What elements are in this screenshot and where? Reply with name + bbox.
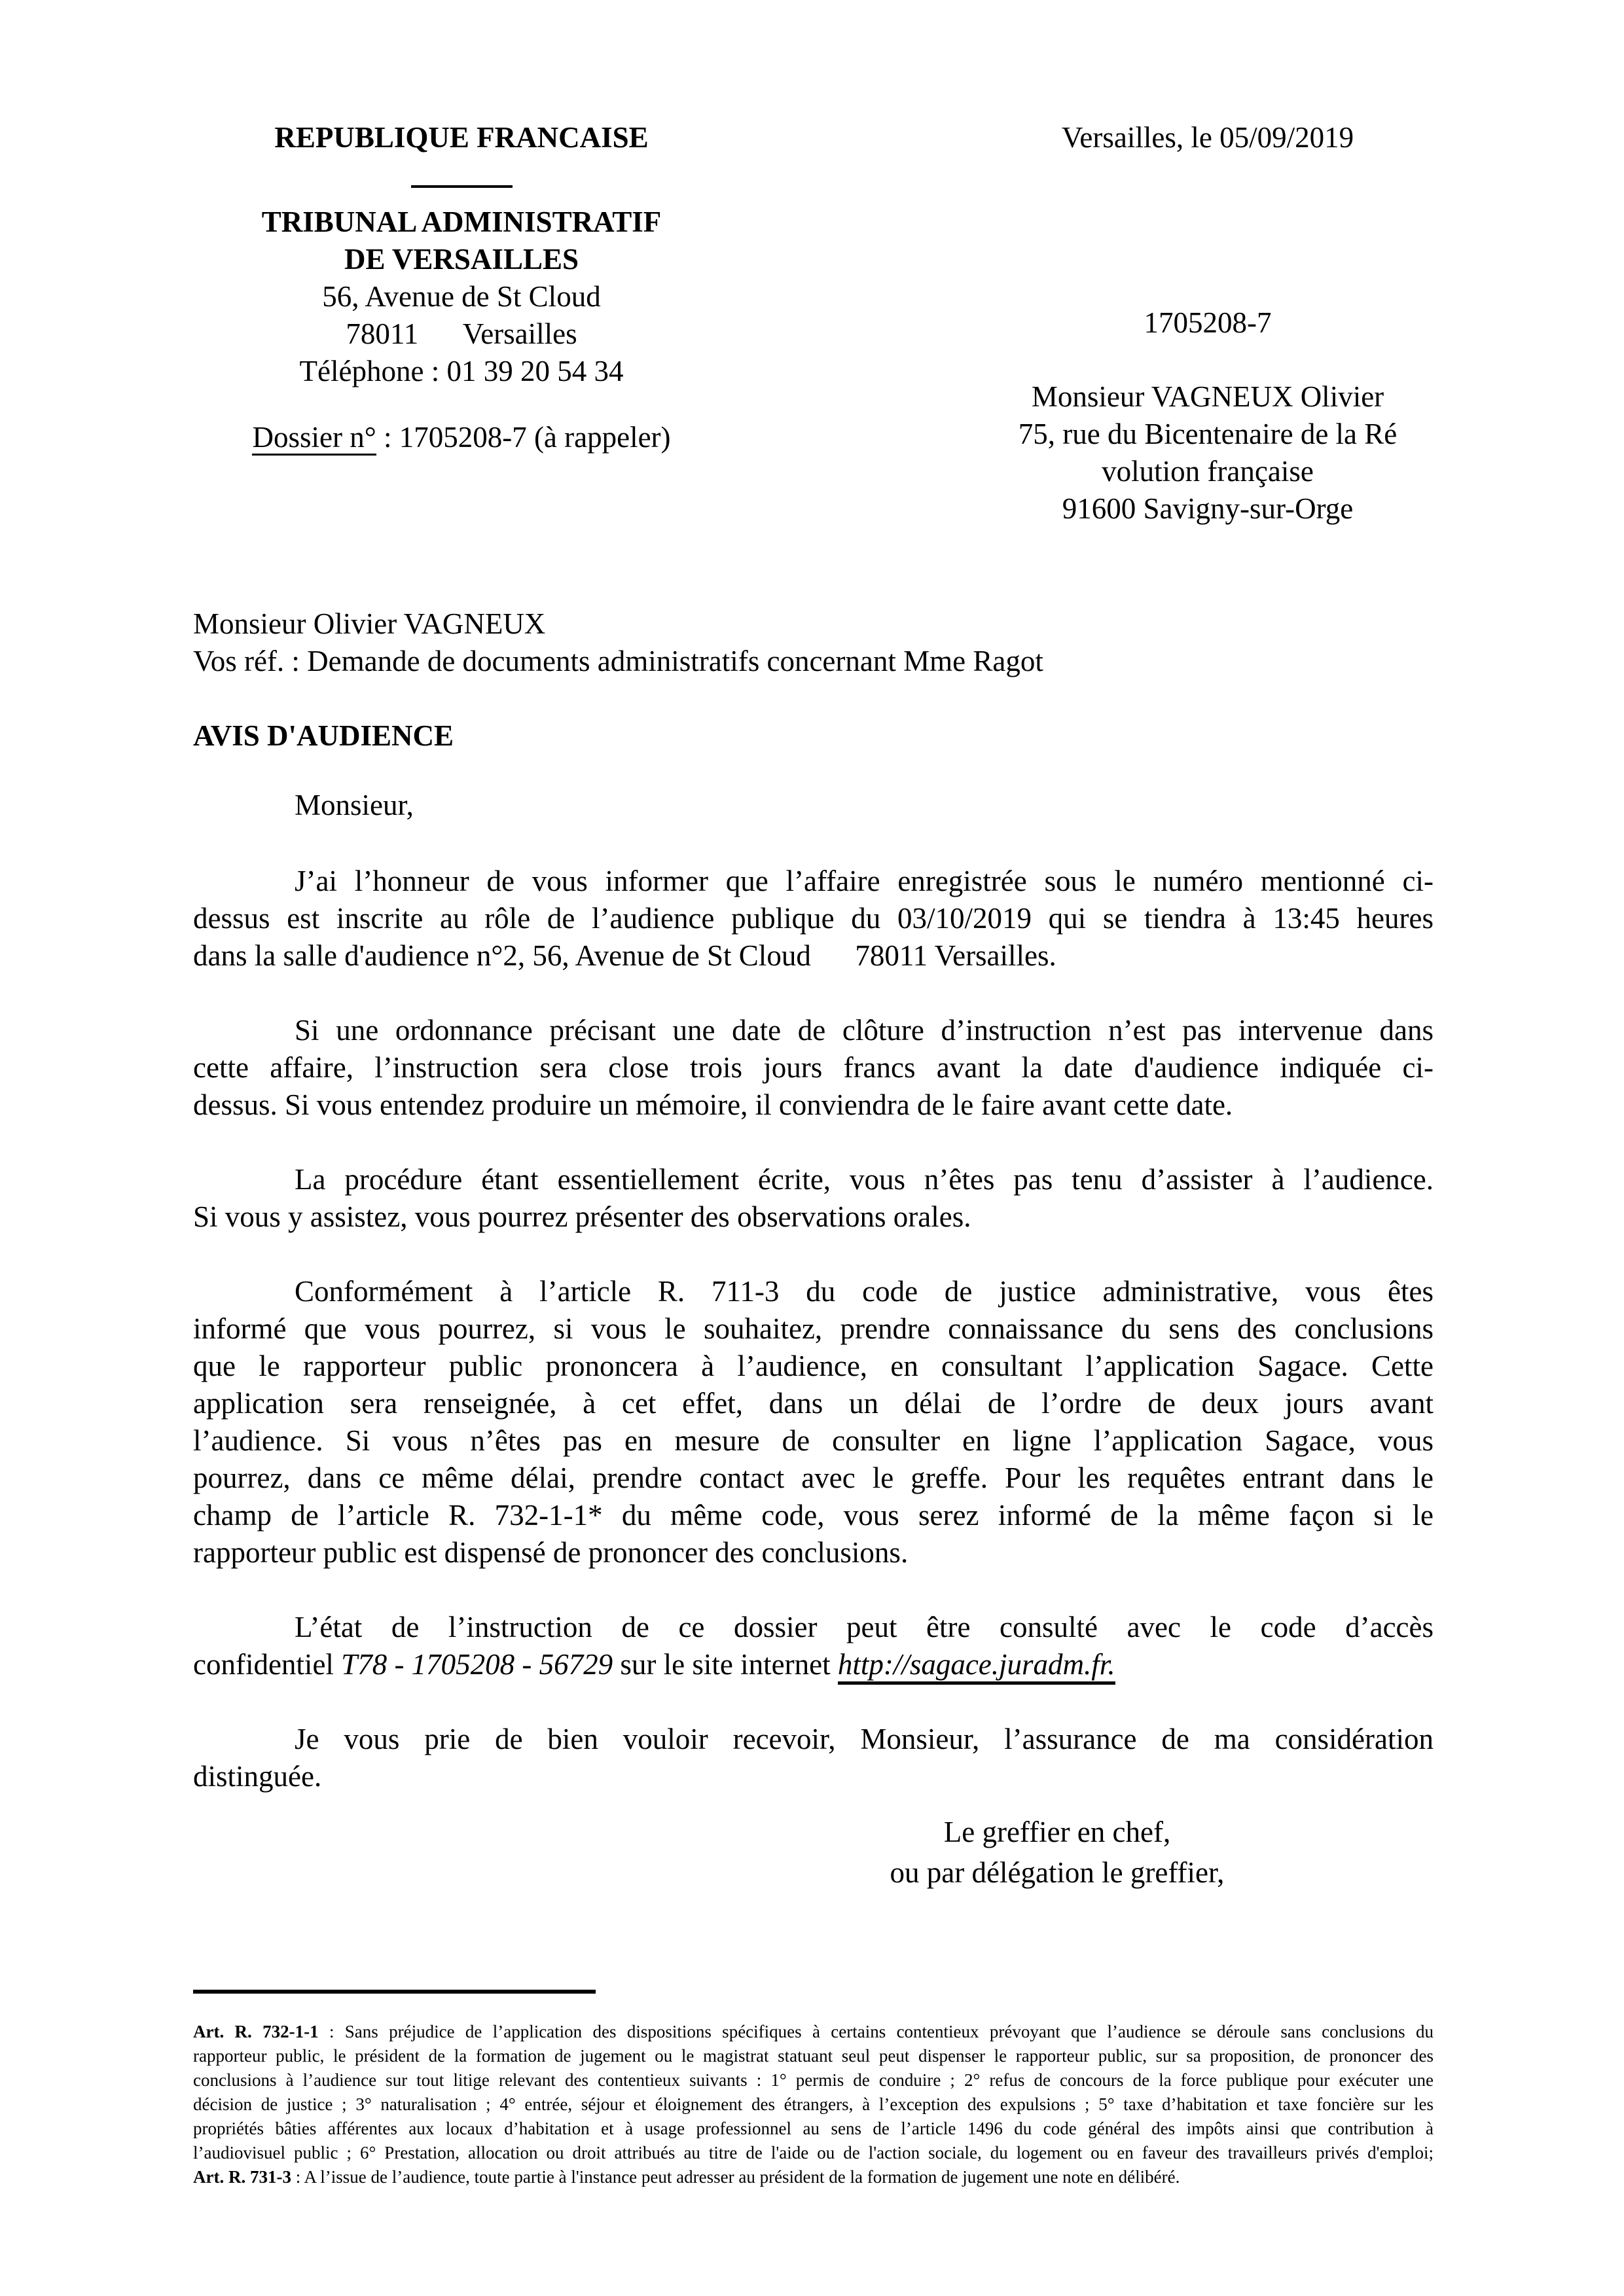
recipient-header bbox=[969, 119, 1447, 528]
text-line: rapporteur public, le président de la formation de jugement ou le magistrat statuant seul peut dispenser le rapporteur public, sur sa proposition, de prononcer des bbox=[193, 2046, 1434, 2066]
paragraph-closing-formula bbox=[193, 1721, 1434, 1795]
paragraph-access-code bbox=[193, 1609, 1434, 1683]
letterhead-divider bbox=[411, 185, 513, 188]
text-line: Si une ordonnance précisant une date de clôture d’instruction n’est pas intervenue dans bbox=[295, 1014, 1434, 1047]
text-line: dessus est inscrite au rôle de l’audience publique du 03/10/2019 qui se tiendra à 13:45 heures bbox=[193, 902, 1434, 935]
paragraph-audience-date bbox=[193, 863, 1434, 975]
text-line: Monsieur Olivier VAGNEUX bbox=[193, 607, 546, 640]
text-line: propriétés bâties afférentes aux locaux d’habitation et à usage professionnel au sens de l’article 1496 du code général des impôts ainsi que contribution à bbox=[193, 2119, 1434, 2138]
text-line: Conformément à l’article R. 711-3 du code de justice administrative, vous êtes bbox=[295, 1275, 1434, 1308]
court-phone: Téléphone : 01 39 20 54 34 bbox=[299, 355, 624, 387]
text-line: Vos réf. : Demande de documents administratifs concernant Mme Ragot bbox=[193, 645, 1043, 677]
reference-block bbox=[193, 605, 1437, 680]
text-line: que le rapporteur public prononcera à l’audience, en consultant l’application Sagace. Cette bbox=[193, 1350, 1434, 1382]
paragraph-written-procedure bbox=[193, 1161, 1434, 1236]
document-title: AVIS D'AUDIENCE bbox=[193, 719, 454, 752]
text-line: décision de justice ; 3° naturalisation ; 4° entrée, séjour et éloignement des étrangers, à l’exception des expulsions ; 5° taxe d’habitation et taxe foncière sur les bbox=[193, 2094, 1434, 2114]
sender-letterhead bbox=[196, 119, 727, 456]
court-city: 78011 Versailles bbox=[346, 317, 577, 350]
paragraph-sagace-conclusions bbox=[193, 1273, 1434, 1571]
court-name-line1: TRIBUNAL ADMINISTRATIF bbox=[261, 206, 662, 238]
republic-title: REPUBLIQUE FRANCAISE bbox=[274, 121, 649, 154]
text-line: dans la salle d'audience n°2, 56, Avenue de St Cloud 78011 Versailles. bbox=[193, 939, 1056, 972]
court-name-line2: DE VERSAILLES bbox=[344, 243, 579, 276]
text-line: volution française bbox=[1102, 455, 1314, 488]
recipient-address bbox=[969, 378, 1447, 528]
text-line: distinguée. bbox=[193, 1760, 322, 1793]
case-number: 1705208-7 bbox=[1144, 306, 1272, 339]
salutation: Monsieur, bbox=[295, 789, 414, 821]
text-line: La procédure étant essentiellement écrite, vous n’êtes pas tenu d’assister à l’audience. bbox=[295, 1163, 1434, 1196]
footnote-separator bbox=[193, 1990, 596, 1994]
text-line: informé que vous pourrez, si vous le souhaitez, prendre connaissance du sens des conclusions bbox=[193, 1312, 1434, 1345]
text-line: application sera renseignée, à cet effet, dans un délai de l’ordre de deux jours avant bbox=[193, 1387, 1434, 1420]
text-line: Le greffier en chef, bbox=[943, 1816, 1171, 1848]
text-line: confidentiel T78 - 1705208 - 56729 sur le site internet http://sagace.juradm.fr. bbox=[193, 1646, 1434, 1683]
text-line: rapporteur public est dispensé de prononcer des conclusions. bbox=[193, 1536, 909, 1569]
signature-block bbox=[772, 1812, 1342, 1893]
text-line: pourrez, dans ce même délai, prendre contact avec le greffe. Pour les requêtes entrant dans le bbox=[193, 1462, 1434, 1494]
text-line: Dossier n° : 1705208-7 (à rappeler) bbox=[196, 419, 727, 456]
dossier-number-line bbox=[196, 419, 727, 456]
letter-body bbox=[193, 863, 1434, 1833]
text-line: l’audiovisuel public ; 6° Prestation, allocation ou droit attribués au titre de l'aide ou de l'action sociale, du logement ou en faveur des travailleurs privés d'emploi; bbox=[193, 2143, 1434, 2162]
text-line: ou par délégation le greffier, bbox=[890, 1856, 1225, 1889]
text-line: Je vous prie de bien vouloir recevoir, Monsieur, l’assurance de ma considération bbox=[295, 1723, 1434, 1755]
paragraph-instruction-closure bbox=[193, 1012, 1434, 1124]
text-line: Monsieur VAGNEUX Olivier bbox=[1031, 380, 1384, 413]
text-line: 91600 Savigny-sur-Orge bbox=[1062, 492, 1354, 525]
text-line: conclusions à l’audience sur tout litige relevant des contentieux suivants : 1° permis de conduire ; 2° refus de concours de la force publique pour exécuter une bbox=[193, 2070, 1434, 2090]
text-line: L’état de l’instruction de ce dossier peut être consulté avec le code d’accès bbox=[295, 1611, 1434, 1643]
text-line: J’ai l’honneur de vous informer que l’affaire enregistrée sous le numéro mentionné ci- bbox=[295, 865, 1434, 897]
text-line: l’audience. Si vous n’êtes pas en mesure de consulter en ligne l’application Sagace, vous bbox=[193, 1424, 1434, 1457]
date-line: Versailles, le 05/09/2019 bbox=[1061, 121, 1354, 154]
text-line: Art. R. 731-3 : A l’issue de l’audience, toute partie à l'instance peut adresser au président de la formation de jugement une note en délibéré. bbox=[193, 2167, 1180, 2187]
text-line: champ de l’article R. 732-1-1* du même code, vous serez informé de la même façon si le bbox=[193, 1499, 1434, 1532]
text-line: 75, rue du Bicentenaire de la Ré bbox=[1018, 418, 1398, 450]
text-line: Art. R. 732-1-1 : Sans préjudice de l’application des dispositions spécifiques à certains contentieux prévoyant que l’audience se déroule sans conclusions du bbox=[193, 2022, 1434, 2041]
text-line: cette affaire, l’instruction sera close trois jours francs avant la date d'audience indiquée ci- bbox=[193, 1051, 1434, 1084]
court-street: 56, Avenue de St Cloud bbox=[322, 280, 601, 313]
footnote-block bbox=[193, 2020, 1434, 2189]
text-line: dessus. Si vous entendez produire un mémoire, il conviendra de le faire avant cette date. bbox=[193, 1088, 1233, 1121]
text-line: Si vous y assistez, vous pourrez présenter des observations orales. bbox=[193, 1200, 971, 1233]
